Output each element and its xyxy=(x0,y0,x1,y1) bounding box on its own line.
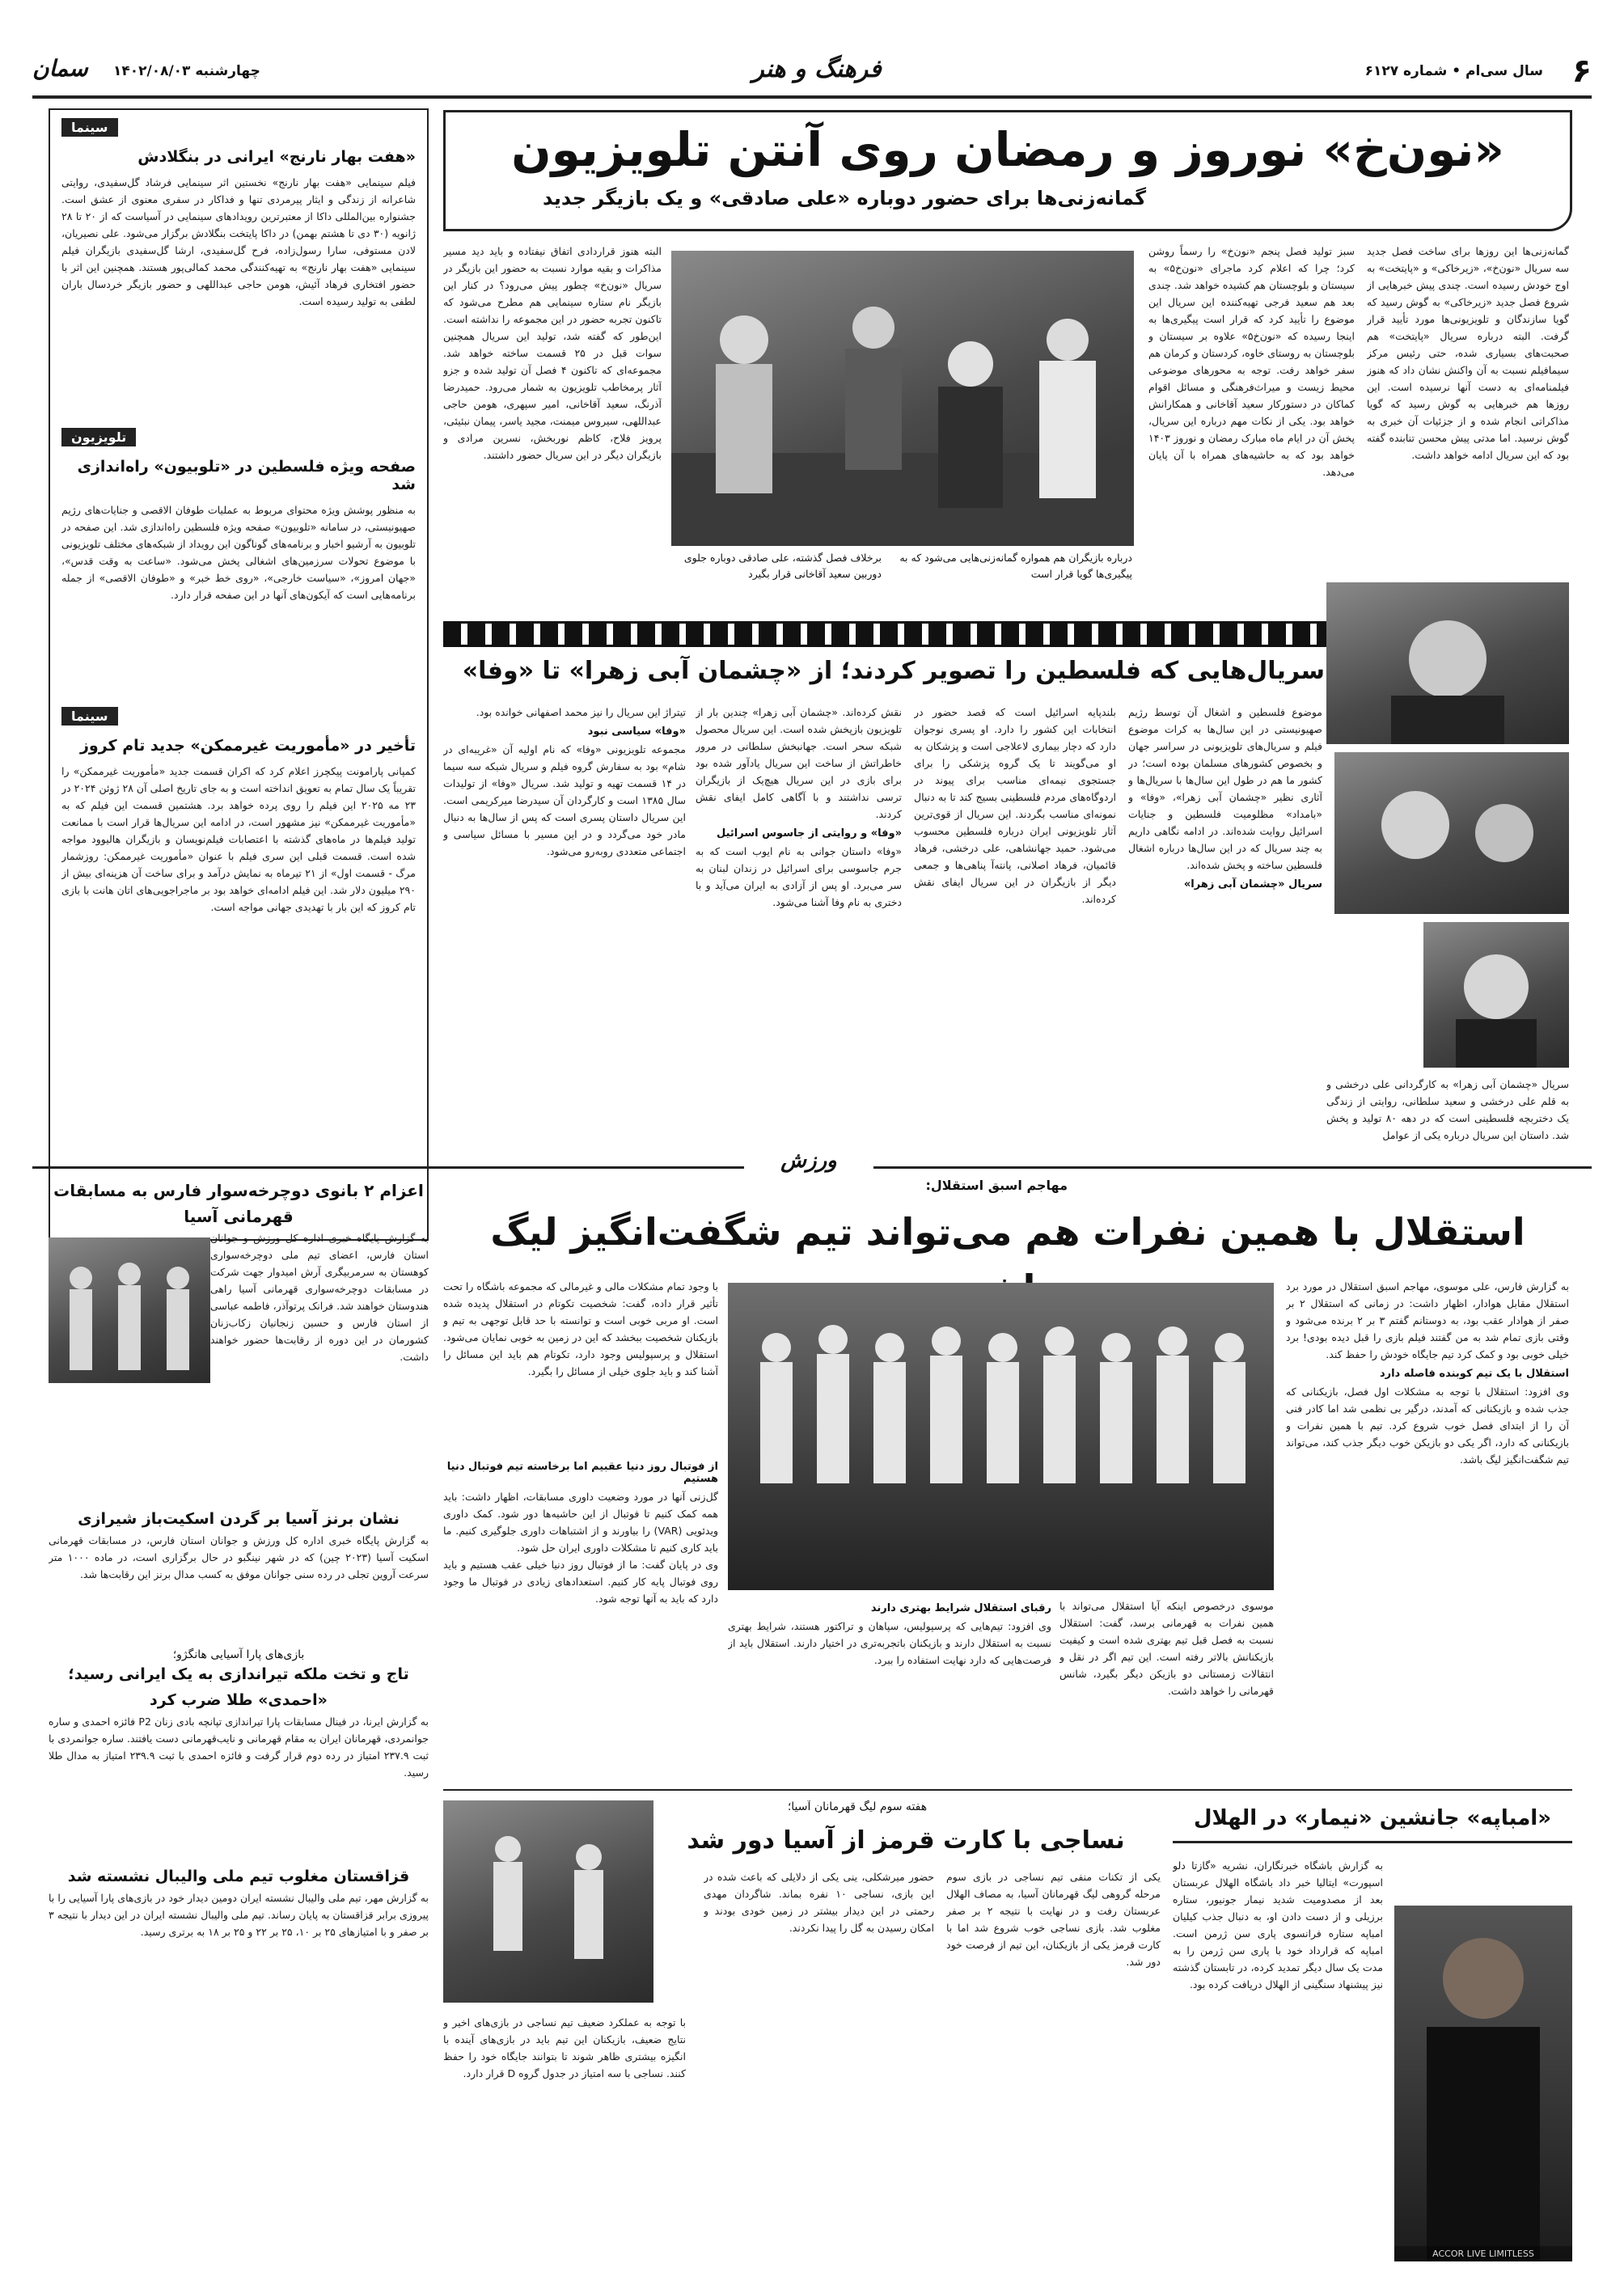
palestine-headline: سریال‌هایی که فلسطین را تصویر کردند؛ از «چشمان آبی زهرا» تا «وفا» xyxy=(462,657,1325,685)
photo-figure-elder xyxy=(1334,752,1569,914)
sports-col4: با وجود تمام مشکلات مالی و غیرمالی که مجموعه باشگاه را تحت تأثیر قرار داده، گفت: شخصیت تکوتام در استقلال پدیده شده است. او مربی خوبی است و توانسته با حد قابل توجهی به تیم و بازیکنان شخصیت ببخشد که این در زمین به خوبی نمایان می‌شود. استقلال و پرسپولیس وجود دارد، تکوتام هم باید این مسائل را آشنا کند و باید جلوی خیلی از مسائل را بگیرد. xyxy=(443,1280,718,1377)
photo-caption-a: درباره بازیگران هم همواره گمانه‌زنی‌هایی می‌شود که به پیگیری‌ها گویا قرار است xyxy=(899,552,1132,580)
palestine-sub2: «وفا» و روایتی از جاسوس اسرائیل xyxy=(717,827,902,840)
sports-sub1: استقلال با یک تیم کوبنده فاصله دارد xyxy=(1379,1368,1569,1380)
naji-kicker: هفته سوم لیگ قهرمانان آسیا؛ xyxy=(787,1800,928,1813)
palestine-col3 xyxy=(696,704,902,1157)
main-headline: «نون‌خ» نوروز و رمضان روی آنتن تلویزیون xyxy=(511,122,1504,177)
match-players xyxy=(443,1800,653,2003)
cinema-tag-2: سینما xyxy=(61,707,118,726)
film-strip-divider xyxy=(443,621,1389,647)
paralympic-kicker: بازی‌های پارا آسیایی هانگژو؛ xyxy=(172,1648,305,1661)
photo-figure-woman xyxy=(1326,582,1569,744)
naji-col3: با توجه به عملکرد ضعیف تیم نساجی در بازی‌های اخیر و نتایج ضعیف، بازیکنان این تیم باید در بازی‌های آینده با انگیزه بیشتری ظاهر شوند تا بتوانند جایگاه خود را حفظ کنند. نساجی با سه امتیاز در جدول گروه D قرار دارد. xyxy=(443,2016,686,2079)
issue-number: سال سی‌ام • شماره ۶۱۲۷ xyxy=(1364,63,1543,79)
sports-col1b: وی افزود: استقلال با توجه به مشکلات اول فصل، بازیکنانی که جذب شده و بازیکنانی که آمدند، درگیر بی نظمی شد اما کادر فنی آن را از ابتدای فصل خوب شروع کرد. تیم با همین نفرات و بازیکنانی که دارد، اگر یکی دو بازیکن خوب دیگر جذب کند، می‌تواند تیم شگفت‌انگیز لیگ باشد. xyxy=(1286,1386,1569,1466)
sports-team-photo xyxy=(728,1283,1274,1590)
sports-sub2: رقبای استقلال شرایط بهتری دارند xyxy=(870,1602,1051,1614)
volleyball-headline: قزاقستان مغلوب تیم ملی والیبال نشسته شد xyxy=(67,1868,410,1885)
main-story-col2: سبز تولید فصل پنجم «نون‌خ» را رسماً روشن کرد؛ چرا که اعلام کرد ماجرای «نون‌خ۵» به سیستان و بلوچستان هم کشیده خواهد شد. چندی بعد هم سعید فرجی تهیه‌کننده این سریال این موضوع را تأیید کرد که قرار است پیگیری‌ها به اینجا رسیده که «نون‌خ۵» علاوه بر سیستان و بلوچستان به روستای خاوه، کردستان و کرمان هم سفر خواهد رفت. توجه به محورهای موضوعی محیط زیست و میراث‌فرهنگی و مسائل اقوام کماکان در دستورکار سعید آقاخانی و همکارانش خواهد بود. یکی از نکات مهم درباره این سریال، پخش آن در ایام ماه مبارک رمضان و نوروز ۱۴۰۳ خواهد بود که به حاشیه‌های همراه با آن پایان می‌دهد. xyxy=(1148,245,1355,478)
page-header xyxy=(32,52,1592,94)
bottom-section-rule xyxy=(443,1789,1572,1791)
sidebar-item3-body: کمپانی پارامونت پیکچرز اعلام کرد که اکران قسمت جدید «مأموریت غیرممکن» را تقریباً یک سال تمام به تعویق انداخته است و به جای تاریخ اصلی آن ۲۸ ژوئن ۲۰۲۴ در ۲۳ مه ۲۰۲۵ این فیلم را روی پرده خواهد برد. هشتمین قسمت این فیلم که به «مأموریت غیرممکن» نیز مشهور است، در ادامه این سریال‌ها قرار است با ممانعت تولید فیلم‌ها در ماه‌های گذشته با اعتصابات فیلم‌نویسان و بازیگران هالیوود مواجه شده است. قسمت قبلی این سری فیلم با عنوان «مأموریت غیرممکن: روزشمار مرگ - قسمت اول» از ۲۱ تیرماه به نمایش درآمد و برای ساخت آن هزینه‌ای بیش از ۲۹۰ میلیون دلار شد. این فیلم ادامه‌ای خواهد بود بر ماجراجویی‌های اتان هانت با بازی تام کروز که این بار با تهدیدی جهانی مواجه است. xyxy=(61,765,416,913)
cyclists-group xyxy=(49,1237,210,1383)
sports-kicker: مهاجم اسبق استقلال: xyxy=(925,1178,1068,1193)
header-rule xyxy=(32,95,1592,99)
main-story-col3: البته هنوز قراردادی اتفاق نیفتاده و باید دید مسیر مذاکرات و بقیه موارد نسبت به حضور این بازیگر در سریال «نون‌خ» چطور پیش می‌رود؟ در کنار این بازیگر نام ستاره سینمایی هم مطرح می‌شود که تاکنون تجربه حضور در این مجموعه را نداشته است. این‌طور که گفته شد، تولید این سریال همچنین سوات قبل در ۲۵ قسمت ساخته خواهد شد. مجموعه‌ای که تاکنون ۴ فصل آن تولید شده و جزو آثار پرمخاطب تلویزیون به شمار می‌رود. حمیدرضا آذرنگ، سعید آقاخانی، امیر سپهری، هومن حاجی عبداللهی، سیروس میمنت، مجید یاسر، پیمان نبئیئی، پرویز فلاح، کاظم نوربخش، نسرین مرادی و بازیگران دیگر در این سریال حضور داشتند. xyxy=(443,245,662,461)
sidebar-item2-body: به منظور پوشش ویژه محتوای مربوط به عملیات طوفان الاقصی و جنایات‌های رژیم صهیونیستی، در سامانه «تلوبیون» صفحه ویژه فلسطین راه‌اندازی شد. این صفحه در تلوبیون به آرشیو اخبار و برنامه‌های گوناگون این رویداد از شبکه‌های مختلف تلویزیونی با موضوع تحولات سرزمین‌های اشغالی پخش می‌شود. «ساعت به وقت قدس»، «جهان امروز»، «سیاست خارجی»، «روی خط خبر» و «طوفان الاقصی» از جمله برنامه‌هایی است که آیکون‌های آنها در این صفحه قرار دارد. xyxy=(61,504,416,601)
sports-col1-text: به گزارش فارس، علی موسوی، مهاجم اسبق استقلال در مورد برد استقلال مقابل هوادار، اظهار داشت: در زمانی که استقلال ۲ بر صفر از هوادار عقب بود، به دوستانم گفتم ۳ بر ۲ برنده می‌شود و وقتی بازی تمام شد به من گفتند فیلم بازی را قبل دیده بودی! برد خیلی خوبی بود و کمک کرد تیم جایگاه خودش را حفظ کند. xyxy=(1286,1280,1569,1360)
palestine-photo-middle xyxy=(1334,752,1569,914)
naji-headline: نساجی با کارت قرمز از آسیا دور شد xyxy=(687,1826,1125,1855)
palestine-photo-top xyxy=(1326,582,1569,744)
sports-col3b: وی در پایان گفت: ما از فوتبال روز دنیا خیلی عقب هستیم و باید روی فوتبال پایه کار کنیم. استعدادهای زیادی در فوتبال ما وجود دارد که باید به آنها توجه شود. xyxy=(443,1559,718,1605)
section-title: فرهنگ و هنر xyxy=(752,55,882,83)
naji-col1: یکی از تکنات منفی تیم نساجی در بازی سوم مرحله گروهی لیگ قهرمانان آسیا، به مصاف الهلال عربستان رفت و در نهایت با نتیجه ۲ بر صفر مغلوب شد. بازی نساجی خوب شروع شد اما با کارت قرمز یکی از بازیکنان، این تیم از فرصت خود دور شد. xyxy=(946,1871,1161,1968)
palestine-col2: بلندپایه اسرائیل است که قصد حضور در انتخابات این کشور را دارد. او پسری نوجوان دارد که دچار بیماری لاعلاجی است و پزشکان به او می‌گویند تا یک گروه پزشکی را برای جستجوی نیمه‌ای مناسب برای پیوند در اردوگاه‌های مردم فلسطینی بسیج کند تا به دنبال نمونه‌ای مناسب بگردند. این سریال از قوی‌ترین آثار تلویزیونی ایران درباره فلسطین محسوب می‌شود. حمید جهانشاهی، علی درخشی، فرهاد قائمیان، فرهاد اصلانی، پانته‌آ پناهی‌ها و جمعی دیگر از بازیگران در این سریال ایفای نقش کرده‌اند. xyxy=(914,706,1116,905)
paralympic-body: به گزارش ایرنا، در فینال مسابقات پارا تیراندازی تپانچه بادی زنان P2 فائزه احمدی و ساره جوانمردی، قهرمانان ایران به مقام قهرمانی و نایب‌قهرمانی دست یافتند. ساره جوانمردی با ثبت ۲۳۷.۹ امتیاز در رده دوم قرار گرفت و فائزه احمدی با ثبت ۲۳۹.۹ امتیاز به مدال طلا رسید. xyxy=(49,1716,429,1779)
left-sidebar xyxy=(49,108,429,1241)
cinema-tag: سینما xyxy=(61,118,118,137)
mbappe-photo xyxy=(1394,1906,1572,2261)
palestine-col4-text: تیتراژ این سریال را نیز محمد اصفهانی خوانده بود. xyxy=(476,706,686,718)
volleyball-body: به گزارش مهر، تیم ملی والیبال نشسته ایران دومین دیدار خود در بازی‌های پارا آسیایی را با پیروزی برابر قزاقستان به پایان رساند. تیم ملی والیبال نشسته ایران در این دیدار با نتیجه ۳ بر صفر و با امتیازهای ۲۵ بر ۱۰، ۲۵ بر ۲۲ و ۲۵ بر ۱۸ به برتری رسید. xyxy=(49,1892,429,1938)
newspaper-logo: سمان xyxy=(32,55,88,82)
cyclists-photo xyxy=(49,1237,210,1383)
palestine-col3b: «وفا» داستان جوانی به نام ایوب است که به جرم جاسوسی برای اسرائیل در زندان لبنان به سر می‌برد. او پس از آزادی به ایران می‌آید و با دختری به نام وفا آشنا می‌شود. xyxy=(696,845,902,908)
sports-col3-text: گل‌زنی آنها در مورد وضعیت داوری مسابقات، اظهار داشت: باید همه کمک کنیم تا فوتبال از این حاشیه‌ها دور شود. کمک داوری ویدئویی (VAR) را بیاورند و از اشتباهات داوری جلوگیری کنیم. ما باید کاری کنیم تا مشکلات داوری ایران حل شود. xyxy=(443,1491,718,1554)
photo-figure-girl xyxy=(1423,922,1569,1068)
sports-col2-text: موسوی درخصوص اینکه آیا استقلال می‌تواند با همین نفرات به قهرمانی برسد، گفت: استقلال نسبت به فصل قبل تیم بهتری شده است و کیفیت بازیکنانش بالاتر رفته است. این تیم اگر در نقل و انتقالات زمستانی دو بازیکن دیگر بگیرد، شانس قهرمانی را خواهد داشت. xyxy=(1059,1600,1274,1697)
photo-figures xyxy=(671,251,1134,546)
palestine-sub1: سریال «چشمان آبی زهرا» xyxy=(1183,878,1322,891)
page-number: ۶ xyxy=(1571,53,1592,90)
main-story-col1: گمانه‌زنی‌ها این روزها برای ساخت فصل جدید سه سریال «نون‌خ»، «زیرخاکی» و «پایتخت» به اوج خودش رسیده است. چندی پیش خبرهایی از شروع فصل جدید «زیرخاکی» به گوش رسید که گویا سازندگان و تلویزیونی‌ها مورد تأیید قرار گرفت. البته درباره سریال «پایتخت» هم صحبت‌های بسیاری شده، حتی رئیس مرکز سیمافیلم نسبت به آن واکنش نشان داد که هنوز فیلمنامه‌ای به دست آنها نرسیده است. این روزها هم خبرهایی به گوش رسید که گویا مذاکراتی انجام شده و از جزئیات آن خبری به گوش نرسید. اما مدتی پیش محسن تنابنده گفته بود که این سریال ادامه خواهد داشت. xyxy=(1367,245,1569,461)
sports-headline: استقلال با همین نفرات هم می‌تواند تیم شگفت‌انگیز لیگ xyxy=(490,1210,1525,1254)
left-sports-column xyxy=(49,1178,429,2261)
palestine-col1b: سریال «چشمان آبی زهرا» به کارگردانی علی درخشی و به قلم علی درخشی و سعید سلطانی، روایتی از زندگی یک دختربچه فلسطینی است که در دهه ۸۰ تولید و پخش شد. داستان این سریال درباره یکی از عوامل xyxy=(1326,1078,1569,1141)
palestine-col4 xyxy=(443,704,686,1157)
naji-col2: حضور میرشکلی، ینی یکی از دلایلی که باعث شده در این بازی، نساجی ۱۰ نفره بماند. شاگردان مهدی رحمتی در این دیدار بیشتر در زمین خودی بودند و امکان رسیدن به گل را پیدا نکردند. xyxy=(704,1871,934,1934)
main-subheadline: گمانه‌زنی‌ها برای حضور دوباره «علی صادقی» و یک بازیگر جدید xyxy=(543,187,1147,209)
cyclists-headline: اعزام ۲ بانوی دوچرخه‌سوار فارس به مسابقات قهرمانی آسیا xyxy=(53,1181,424,1226)
photo-caption-b: برخلاف فصل گذشته، علی صادقی دوباره جلوی دوربین سعید آقاخانی قرار بگیرد xyxy=(683,552,882,580)
sports-col2b-wrap xyxy=(728,1597,1051,1783)
sidebar-item1-body: فیلم سینمایی «هفت بهار نارنج» نخستین اثر سینمایی فرشاد گل‌سفیدی، روایتی شاعرانه از زندگی و ایثار پیرمردی تنها و فداکار در سفری معنوی از عشق است. جشنواره بین‌المللی داکا از معتبرترین رویدادهای سینمایی در آسیاست که از ۲۰ تا ۲۸ ژانویه (۳۰ دی تا هشتم بهمن) در داکا پایتخت بنگلادش برگزار می‌شود. علی نصیریان، لادن مستوفی، سارا رسول‌زاده، فرح گل‌سفیدی، ارشا گل‌سفیدی بازیگران فیلم سینمایی «هفت بهار نارنج» به تهیه‌کنندگی محمد کمالی‌پور هستند. همچنین این اثر با حضور افتخاری فرهاد آئیش، هومن حاجی عبداللهی و حضور بازیگر خردسال باران لطفی به تولید رسیده است. xyxy=(61,176,416,307)
skate-body: به گزارش پایگاه خبری اداره کل ورزش و جوانان استان فارس، در مسابقات قهرمانی اسکیت آسیا (۲۰۲۳ چین) که در شهر نینگبو در حال برگزاری است، در ماده ۱۰۰۰ متر سرعت آروین تجلی در رده سنی جوانان موفق به کسب مدال برنز این رقابت‌ها شد. xyxy=(49,1534,429,1580)
sports-col2 xyxy=(1059,1597,1274,1783)
sidebar-item3-title: تأخیر در «مأموریت غیرممکن» جدید تام کروز xyxy=(79,737,416,755)
skate-headline: نشان برنز آسیا بر گردن اسکیت‌باز شیرازی xyxy=(78,1510,400,1528)
main-story-headline-box xyxy=(443,110,1572,231)
palestine-col3-text: نقش کرده‌اند. «چشمان آبی زهرا» چندین بار از تلویزیون بازپخش شده است. این سریال محصول شبکه سحر است. جهانبخش سلطانی در مرور خاطراتش از ساخت این سریال یادآور شده بود برای بازی در این سریال هیچ‌یک از بازیگران ترسی نداشتند و با آگاهی کامل ایفای نقش کردند. xyxy=(696,706,902,820)
sports-section-label: ورزش xyxy=(744,1149,873,1173)
palestine-col1 xyxy=(1128,704,1322,1157)
palestine-sub3: «وفا» سیاسی نبود xyxy=(587,726,686,738)
issue-date: چهارشنبه ۱۴۰۲/۰۸/۰۳ xyxy=(113,63,260,79)
mbappe-body: به گزارش باشگاه خبرنگاران، نشریه «گازتا دلو اسپورت» ایتالیا خبر داد باشگاه الهلال عربستان بعد از مصدومیت شدید نیمار جونیور، ستاره برزیلی و از دست دادن او، به دنبال جذب کیلیان امباپه ستاره فرانسوی پاری سن ژرمن است. امباپه که قرارداد خود با پاری سن ژرمن را به مدت یک سال دیگر تمدید کرده، در تابستان گذشته نیز پیشنهاد سنگینی از الهلال دریافت کرده بود. xyxy=(1173,1859,1383,1991)
cyclists-body: به گزارش پایگاه خبری اداره کل ورزش و جوانان استان فارس، اعضای تیم ملی دوچرخه‌سواری کوهستان به سرمربیگری آرش امیدوار جهت شرکت در مسابقات دوچرخه‌سواری قهرمانی آسیا راهی هندوستان خواهند شد. فرانک پرتوآذر، فاطمه عباسی از استان فارس و حسین زنجانیان زکاب‌زنان کشورمان در این دوره از رقابت‌ها حضور خواهند داشت. xyxy=(210,1232,429,1363)
palestine-photo-bottom xyxy=(1423,922,1569,1068)
paralympic-headline: تاج و تخت ملکه تیراندازی به یک ایرانی رسید؛ «احمدی» طلا ضرب کرد xyxy=(68,1665,409,1709)
naji-match-photo xyxy=(443,1800,653,2003)
sidebar-item2-title: صفحه ویژه فلسطین در «تلوبیون» راه‌اندازی شد xyxy=(77,458,416,493)
team-lineup xyxy=(728,1283,1274,1590)
sidebar-item1-title: «هفت بهار نارنج» ایرانی در بنگلادش xyxy=(137,148,416,166)
main-story-photo xyxy=(671,251,1134,546)
sports-col3 xyxy=(443,1456,718,1779)
mbappe-box xyxy=(1173,1800,1572,2270)
palestine-col1-text: موضوع فلسطین و اشغال آن توسط رژیم صهیونیستی در این سال‌ها به کرات موضوع فیلم و سریال‌های تلویزیونی در سراسر جهان و بخصوص کشورهای مسلمان بوده است؛ در کشور ما هم در طول این سال‌ها با سریال‌ها و آثاری نظیر «چشمان آبی زهرا»، «وفا» و «بامداد» مظلومیت فلسطین و جنایات اسرائیل روایت شده‌اند. در ادامه نگاهی داریم به چند سریال که در این سال‌ها درباره اشغال فلسطین ساخته و پخش شده‌اند. xyxy=(1128,706,1322,871)
palestine-col4b: مجموعه تلویزیونی «وفا» که نام اولیه آن «غریبه‌ای در شام» بود به سفارش گروه فیلم و سریال شبکه سه سیما در ۱۴ قسمت تهیه و تولید شد. سریال «وفا» از تولیدات سال ۱۳۸۵ است و کارگردان آن سیدرضا میرکریمی است. این سریال داستان پسری است که پس از سال‌ها به دنبال مادر خود می‌گردد و در این مسیر با مسائل سیاسی و اجتماعی متعددی روبه‌رو می‌شود. xyxy=(443,743,686,857)
sports-col1 xyxy=(1286,1278,1569,1763)
mbappe-headline: «امباپه» جانشین «نیمار» در الهلال xyxy=(1173,1800,1572,1843)
sports-sub3: از فوتبال روز دنیا عقبیم اما برخاسته تیم فوتبال دنیا هستیم xyxy=(446,1461,718,1485)
sports-col2b: وی افزود: تیم‌هایی که پرسپولیس، سپاهان و تراکتور هستند، شرایط بهتری نسبت به استقلال دارند و بازیکنان باتجربه‌تری در اختیار دارند. استقلال باید از فرصت‌هایی که دارد نهایت استفاده را ببرد. xyxy=(728,1620,1051,1666)
tv-tag: تلویزیون xyxy=(61,428,136,446)
mbappe-shirt-label: ACCOR LIVE LIMITLESS xyxy=(1394,2246,1572,2261)
mbappe-figure xyxy=(1394,1906,1572,2261)
